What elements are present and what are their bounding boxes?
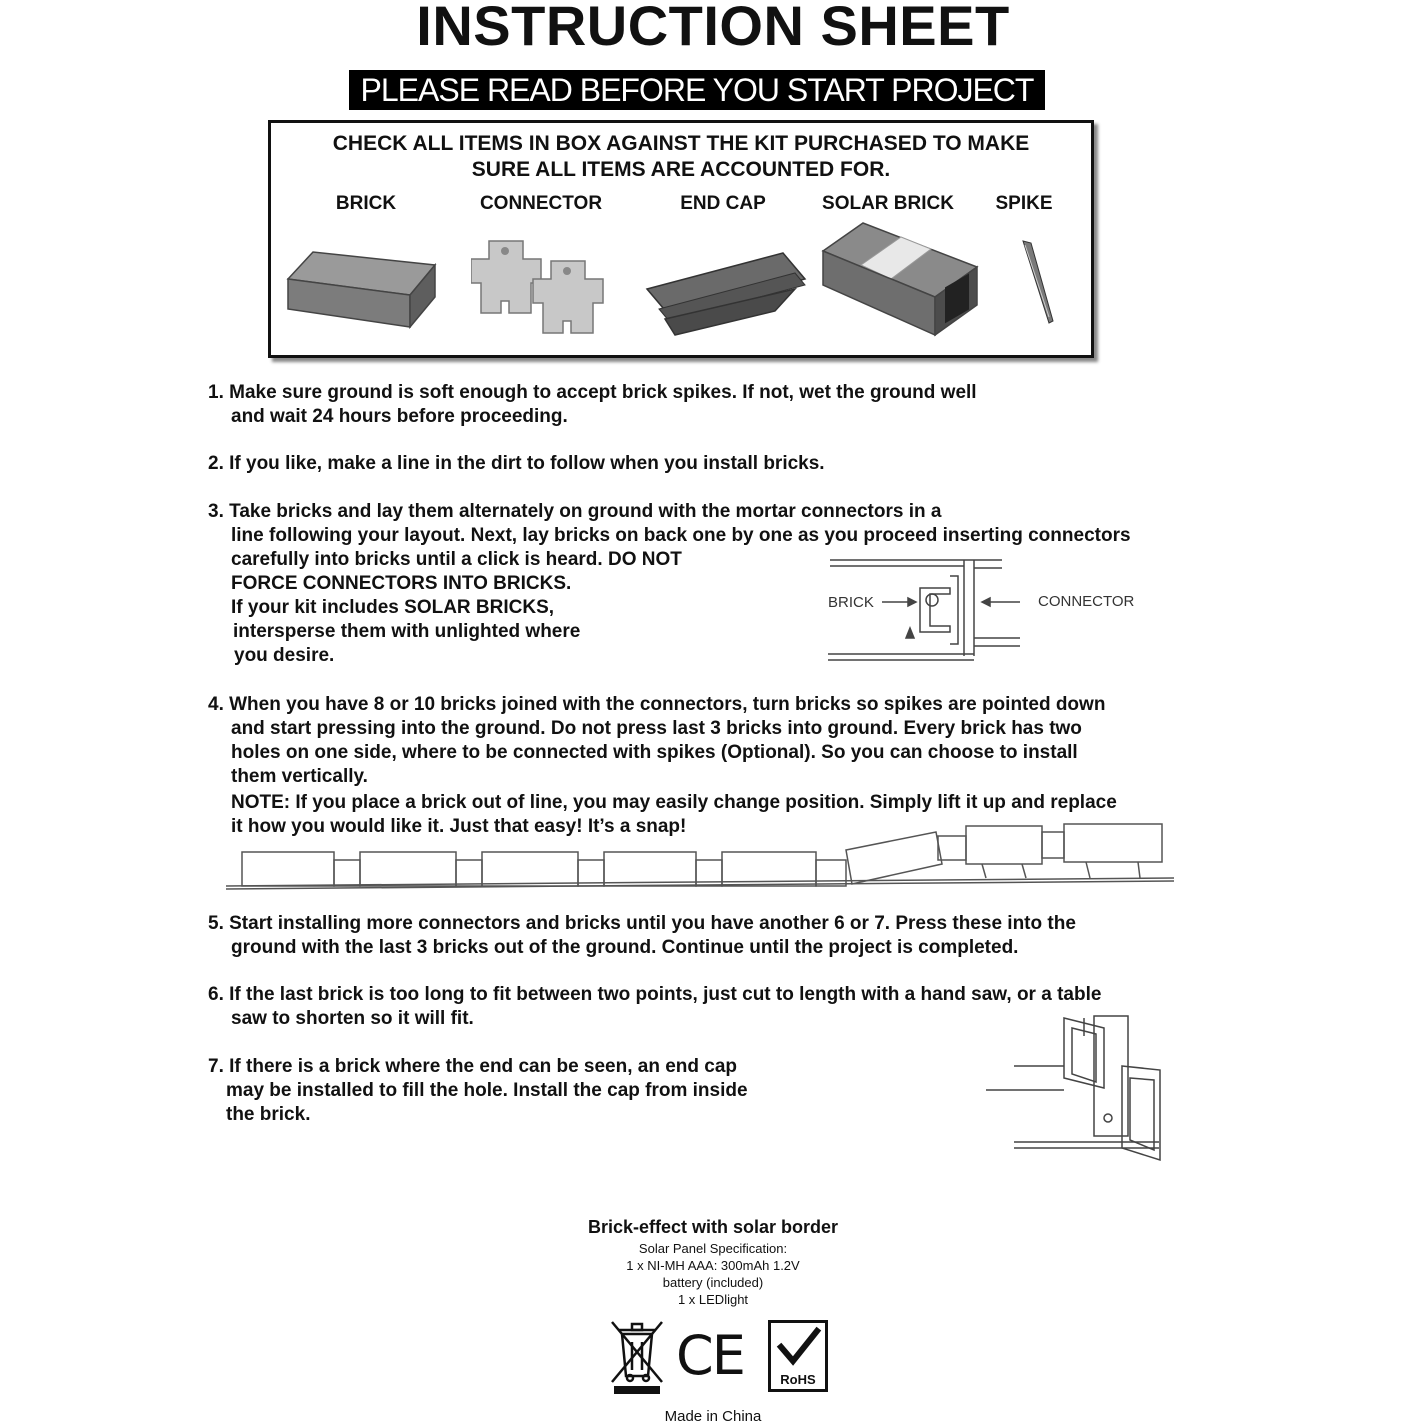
step-7-line: may be installed to fill the hole. Install the cap from inside [226, 1080, 748, 1101]
checklist-line-1: CHECK ALL ITEMS IN BOX AGAINST THE KIT PURCHASED TO MAKE [332, 132, 1030, 155]
step-7-line: the brick. [226, 1104, 311, 1125]
step-3-line: 3. Take bricks and lay them alternately on ground with the mortar connectors in a [208, 501, 942, 522]
checkmark-icon [771, 1325, 825, 1371]
step-5-line: ground with the last 3 bricks out of the ground. Continue until the project is completed. [231, 937, 1019, 958]
connector-icon [471, 237, 621, 343]
step-3-line: line following your layout. Next, lay bricks on back one by one as you proceed inserting connectors [231, 525, 1131, 546]
item-label-brick: BRICK [335, 193, 397, 214]
product-name: Brick-effect with solar border [587, 1217, 839, 1237]
step-4-line: them vertically. [231, 766, 368, 787]
checklist-line-2: SURE ALL ITEMS ARE ACCOUNTED FOR. [471, 158, 891, 181]
step-7-line: 7. If there is a brick where the end can be seen, an end cap [208, 1056, 738, 1077]
step-4 [208, 693, 1117, 839]
spec-included: battery (included) [662, 1275, 764, 1290]
spike-icon [1019, 237, 1059, 327]
step-6 [208, 983, 1101, 1031]
page-title: INSTRUCTION SHEET [416, 0, 1010, 57]
step-3-line: FORCE CONNECTORS INTO BRICKS. [231, 573, 572, 594]
spec-block [0, 1240, 1426, 1308]
spec-led: 1 x LEDlight [677, 1292, 749, 1307]
step-1-line: 1. Make sure ground is soft enough to accept brick spikes. If not, wet the ground well [208, 382, 977, 403]
item-label-solar-brick: SOLAR BRICK [822, 193, 954, 214]
solar-brick-icon [821, 221, 981, 339]
end-cap-icon [645, 249, 810, 339]
step-5-line: 5. Start installing more connectors and bricks until you have another 6 or 7. Press these into the [208, 913, 1076, 934]
step-4-line: and start pressing into the ground. Do not press last 3 bricks into ground. Every brick has two [231, 718, 1082, 739]
step-2-line: 2. If you like, make a line in the dirt to follow when you install bricks. [208, 453, 825, 474]
weee-bin-icon [608, 1318, 666, 1396]
brick-row-diagram [226, 820, 1176, 892]
spec-battery: 1 x NI-MH AAA: 300mAh 1.2V [626, 1258, 800, 1273]
step-4-line: NOTE: If you place a brick out of line, you may easily change position. Simply lift it up and replace [231, 792, 1117, 813]
step-2 [208, 452, 825, 476]
spec-heading: Solar Panel Specification: [638, 1241, 788, 1256]
made-in-label: Made in China [664, 1408, 762, 1425]
step-3-line: If your kit includes SOLAR BRICKS, [231, 597, 555, 618]
item-label-connector: CONNECTOR [479, 193, 603, 214]
step-3-line: intersperse them with unlighted where [233, 621, 581, 642]
step-4-line: it how you would like it. Just that easy! It’s a snap! [231, 816, 687, 837]
end-cap-diagram [984, 1014, 1164, 1164]
step-1-line: and wait 24 hours before proceeding. [231, 406, 568, 427]
step-3-line: you desire. [234, 645, 335, 666]
step-3-line: carefully into bricks until a click is heard. DO NOT [231, 549, 682, 570]
step-4-line: holes on one side, where to be connected with spikes (Optional). So you can choose to install [231, 742, 1078, 763]
step-7 [208, 1055, 748, 1127]
step-1 [208, 381, 977, 429]
checklist-box [268, 120, 1094, 358]
step-6-line: saw to shorten so it will fit. [231, 1008, 474, 1029]
ce-mark: CE [676, 1324, 744, 1387]
item-label-spike: SPIKE [995, 193, 1053, 214]
brick-icon [285, 247, 440, 332]
rohs-label: RoHS [780, 1372, 816, 1387]
rohs-mark [768, 1320, 828, 1392]
step-6-line: 6. If the last brick is too long to fit between two points, just cut to length with a hand saw, or a table [208, 984, 1102, 1005]
diagram-connector-label: CONNECTOR [1038, 593, 1135, 610]
item-label-end-cap: END CAP [680, 193, 766, 214]
warning-banner: PLEASE READ BEFORE YOU START PROJECT [349, 70, 1045, 110]
step-5 [208, 912, 1076, 960]
checklist-instruction [271, 131, 1091, 183]
step-4-line: 4. When you have 8 or 10 bricks joined with the connectors, turn bricks so spikes are pointed down [208, 694, 1106, 715]
diagram-brick-label: BRICK [828, 594, 874, 611]
